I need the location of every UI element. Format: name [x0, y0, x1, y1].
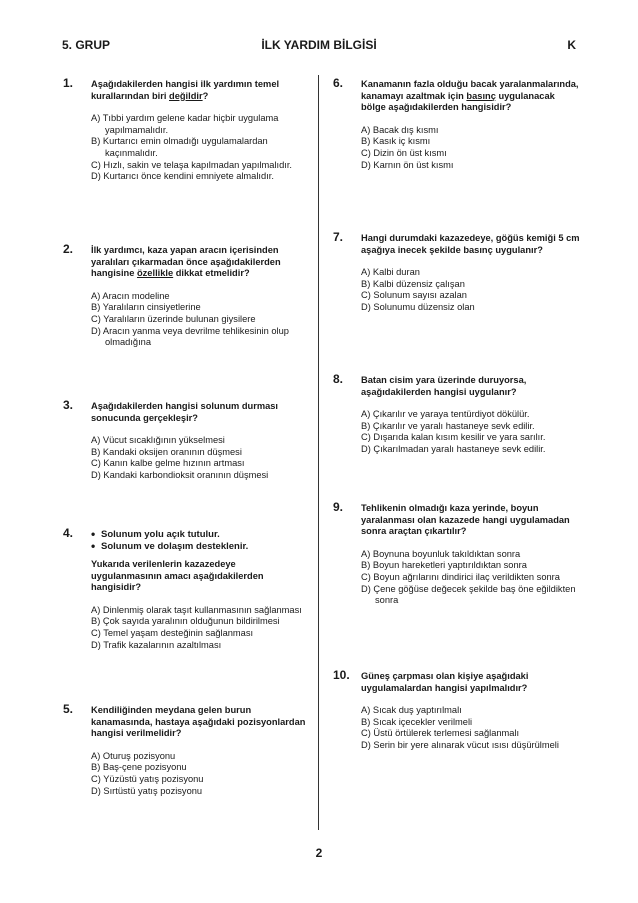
options [361, 409, 581, 455]
option-d: D) Serin bir yere alınarak vücut ısısı düşürülmeli [361, 739, 559, 750]
option-d: D) Karnın ön üst kısmı [361, 159, 454, 170]
question-stem: Kendiliğinden meydana gelen burun kanamasında, hastaya aşağıdaki pozisyonlardan hangisi verilmelidir? [91, 705, 306, 739]
option-c: C) Yaralıların üzerinde bulunan giysilere [91, 313, 256, 324]
option-d: D) Aracın yanma veya devrilme tehlikesinin olup olmadığına [91, 325, 289, 348]
question-stem: Yukarıda verilenlerin kazazedeye uygulanmasının amacı aşağıdakilerden hangisidir? [91, 559, 264, 593]
option-b: B) Kasık iç kısmı [361, 136, 431, 147]
question-stem: İlk yardımcı, kaza yapan aracın içerisinden yaralıları çıkarmadan önce aşağıdakilerden hangisine özellikle dikkat etmelidir? [91, 245, 281, 279]
question-stem: Aşağıdakilerden hangisi ilk yardımın temel kurallarından biri değildir? [91, 79, 280, 101]
option-b: B) Çok sayıda yaralının olduğunun bildirilmesi [91, 616, 280, 627]
option-a: A) Dinlenmiş olarak taşıt kullanmasının sağlanması [91, 604, 302, 615]
question-8 [333, 372, 581, 456]
option-a: A) Çıkarılır ve yaraya tentürdiyot dökülür. [361, 409, 530, 420]
option-c: C) Solunum sayısı azalan [361, 290, 467, 301]
group-label: 5. GRUP [62, 38, 111, 52]
page-number: 2 [315, 846, 323, 860]
options [361, 549, 581, 607]
column-divider [318, 75, 319, 830]
question-number: 2. [63, 242, 74, 256]
options [91, 113, 309, 183]
question-stem: Batan cisim yara üzerinde duruyorsa, aşağıdakilerden hangisi uygulanır? [361, 375, 527, 397]
question-number: 9. [333, 500, 344, 514]
option-c: C) Yüzüstü yatış pozisyonu [91, 773, 204, 784]
options [91, 435, 309, 481]
bullet-list [91, 529, 309, 553]
option-b: B) Kalbi düzensiz çalışan [361, 278, 465, 289]
question-number: 7. [333, 230, 344, 244]
booklet-letter: K [567, 38, 576, 52]
option-a: A) Boynuna boyunluk takıldıktan sonra [361, 548, 521, 559]
question-2 [63, 242, 309, 349]
question-7 [333, 230, 581, 314]
question-stem: Güneş çarpması olan kişiye aşağıdaki uygulamalardan hangisi yapılmalıdır? [361, 671, 529, 693]
options [91, 605, 309, 651]
option-d: D) Kandaki karbondioksit oranının düşmesi [91, 469, 269, 480]
option-b: B) Çıkarılır ve yaralı hastaneye sevk edilir. [361, 420, 535, 431]
options [361, 267, 581, 313]
question-number: 5. [63, 702, 74, 716]
option-d: D) Solunumu düzensiz olan [361, 301, 475, 312]
option-c: C) Boyun ağrılarını dindirici ilaç verildikten sonra [361, 571, 560, 582]
options [91, 751, 309, 797]
question-number: 4. [63, 526, 74, 540]
question-6 [333, 76, 581, 171]
question-10 [333, 668, 581, 752]
option-d: D) Çene göğüse değecek şekilde baş öne eğildikten sonra [361, 583, 576, 606]
option-c: C) Üstü örtülerek terlemesi sağlanmalı [361, 728, 520, 739]
question-number: 6. [333, 76, 344, 90]
option-a: A) Aracın modeline [91, 290, 170, 301]
question-number: 8. [333, 372, 344, 386]
option-b: B) Sıcak içecekler verilmeli [361, 716, 473, 727]
question-stem: Kanamanın fazla olduğu bacak yaralanmalarında, kanamayı azaltmak için basınç uygulanacak bölge aşağıdakilerden hangisidir? [361, 79, 579, 113]
question-5 [63, 702, 309, 797]
option-b: B) Kandaki oksijen oranının düşmesi [91, 446, 242, 457]
option-c: C) Temel yaşam desteğinin sağlanması [91, 627, 254, 638]
question-stem: Tehlikenin olmadığı kaza yerinde, boyun yaralanması olan kazazede hangi uygulamadan sonra araçtan çıkartılır? [361, 503, 570, 537]
question-9 [333, 500, 581, 607]
option-c: C) Hızlı, sakin ve telaşa kapılmadan yapılmalıdır. [91, 159, 292, 170]
question-number: 10. [333, 668, 350, 682]
options [361, 125, 581, 171]
question-number: 1. [63, 76, 74, 90]
bullet-item: • Solunum ve dolaşım desteklenir. [91, 541, 309, 553]
option-a: A) Sıcak duş yaptırılmalı [361, 705, 462, 716]
option-b: B) Baş-çene pozisyonu [91, 762, 187, 773]
option-a: A) Tıbbi yardım gelene kadar hiçbir uygulama yapılmamalıdır. [91, 113, 279, 135]
page-header [62, 38, 576, 54]
option-a: A) Oturuş pozisyonu [91, 750, 176, 761]
option-b: B) Boyun hareketleri yaptırıldıktan sonra [361, 560, 527, 571]
question-stem: Hangi durumdaki kazazedeye, göğüs kemiği 5 cm aşağıya inecek şekilde basınç uygulanır? [361, 233, 580, 255]
question-3 [63, 398, 309, 482]
options [91, 291, 309, 349]
option-c: C) Kanın kalbe gelme hızının artması [91, 458, 245, 469]
question-number: 3. [63, 398, 74, 412]
option-d: D) Çıkarılmadan yaralı hastaneye sevk edilir. [361, 443, 546, 454]
option-d: D) Trafik kazalarının azaltılması [91, 639, 222, 650]
question-1 [63, 76, 309, 183]
question-4 [63, 526, 309, 651]
option-a: A) Kalbi duran [361, 267, 420, 278]
options [361, 705, 581, 751]
option-a: A) Vücut sıcaklığının yükselmesi [91, 435, 225, 446]
option-d: D) Kurtarıcı önce kendini emniyete almalıdır. [91, 171, 274, 182]
option-b: B) Yaralıların cinsiyetlerine [91, 302, 201, 313]
option-a: A) Bacak dış kısmı [361, 124, 439, 135]
exam-title: İLK YARDIM BİLGİSİ [261, 38, 377, 52]
bullet-item: • Solunum yolu açık tutulur. [91, 529, 309, 541]
option-c: C) Dizin ön üst kısmı [361, 147, 447, 158]
option-c: C) Dışarıda kalan kısım kesilir ve yara sarılır. [361, 432, 546, 443]
option-d: D) Sırtüstü yatış pozisyonu [91, 785, 203, 796]
option-b: B) Kurtarıcı emin olmadığı uygulamalardan kaçınmalıdır. [91, 136, 268, 158]
question-stem: Aşağıdakilerden hangisi solunum durması sonucunda gerçekleşir? [91, 401, 279, 423]
